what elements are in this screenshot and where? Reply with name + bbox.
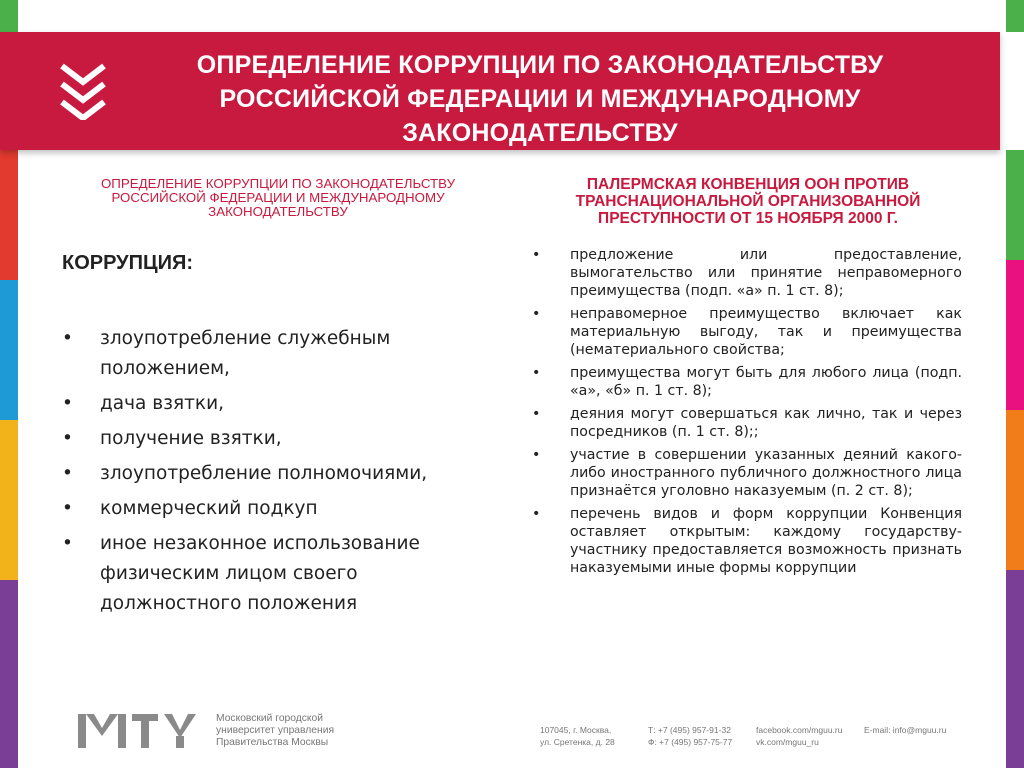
right-color-strip [1006, 260, 1024, 410]
bullet-icon: • [532, 406, 541, 422]
footer-email[interactable]: E-mail: info@mguu.ru [864, 725, 947, 735]
right-heading-line: ПАЛЕРМСКАЯ КОНВЕНЦИЯ ООН ПРОТИВ [586, 176, 910, 193]
list-item-text: дача взятки, [100, 393, 224, 414]
chevrons-down-icon [58, 60, 108, 120]
list-item-text: коммерческий подкуп [100, 498, 318, 519]
fax-line: Ф: +7 (495) 957-75-77 [648, 737, 733, 747]
bullet-icon: • [62, 533, 73, 554]
left-color-strip [0, 420, 18, 580]
right-color-strip [1006, 570, 1024, 768]
right-color-strip [1006, 0, 1024, 32]
footer-address [540, 724, 615, 748]
list-item [528, 246, 962, 300]
list-item-text: неправомерное преимущество включает как материальную выгоду, так и преимущества (нематериального свойства; [570, 306, 962, 358]
bullet-icon: • [532, 306, 541, 322]
left-column-heading [60, 177, 496, 219]
bullet-icon: • [62, 498, 73, 519]
list-item-text: иное незаконное использование физическим лицом своего должностного положения [100, 533, 420, 614]
bullet-icon: • [532, 247, 541, 263]
left-color-strip [0, 150, 18, 280]
list-item-text: злоупотребление служебным положением, [100, 328, 391, 379]
phone-line: Т: +7 (495) 957-91-32 [648, 725, 731, 735]
footer-social[interactable] [756, 724, 842, 748]
list-item-text: злоупотребление полномочиями, [100, 463, 428, 484]
right-color-strip [1006, 410, 1024, 570]
list-item [60, 494, 500, 524]
bullet-icon: • [532, 365, 541, 381]
list-item [60, 459, 500, 489]
footer-phones [648, 724, 732, 748]
university-name-line: университет управления [216, 725, 335, 736]
list-item-text: перечень видов и форм коррупции Конвенция оставляет открытым: каждому государству-участнику предоставляется возможность признать наказуемыми иные формы коррупции [570, 506, 962, 576]
bullet-icon: • [62, 328, 73, 349]
corruption-definition-list [60, 324, 500, 624]
list-item [60, 324, 500, 384]
right-column-heading [528, 176, 968, 227]
list-item [60, 424, 500, 454]
list-item [60, 529, 500, 619]
left-heading-line: ОПРЕДЕЛЕНИЕ КОРРУПЦИИ ПО ЗАКОНОДАТЕЛЬСТВУ [100, 176, 456, 191]
bullet-icon: • [532, 447, 541, 463]
palermo-convention-list [528, 246, 962, 582]
list-item [528, 446, 962, 500]
bullet-icon: • [62, 428, 73, 449]
university-logo-icon [78, 714, 208, 748]
address-line: 107045, г. Москва, [540, 725, 612, 735]
list-item-text: участие в совершении указанных деяний какого-либо иностранного публичного должностного лица признаётся уголовно наказуемым (п. 2 ст. 8); [570, 447, 962, 499]
address-line: ул. Сретенка, д. 28 [540, 737, 615, 747]
list-item [528, 505, 962, 577]
left-heading-line: ЗАКОНОДАТЕЛЬСТВУ [208, 204, 348, 219]
title-banner [0, 32, 1000, 150]
page-title-line: ОПРЕДЕЛЕНИЕ КОРРУПЦИИ ПО ЗАКОНОДАТЕЛЬСТВУ [196, 51, 884, 79]
right-color-strip [1006, 150, 1024, 260]
right-heading-line: ПРЕСТУПНОСТИ ОТ 15 НОЯБРЯ 2000 Г. [598, 210, 898, 227]
list-item [528, 405, 962, 441]
list-item-text: получение взятки, [100, 428, 282, 449]
vk-link[interactable]: vk.com/mguu_ru [756, 737, 819, 747]
bullet-icon: • [62, 393, 73, 414]
page-title-line: ЗАКОНОДАТЕЛЬСТВУ [402, 119, 678, 147]
right-heading-line: ТРАНСНАЦИОНАЛЬНОЙ ОРГАНИЗОВАННОЙ [575, 193, 921, 210]
facebook-link[interactable]: facebook.com/mguu.ru [756, 725, 843, 735]
list-item [60, 389, 500, 419]
left-color-strip [0, 580, 18, 768]
bullet-icon: • [62, 463, 73, 484]
list-item-text: деяния могут совершаться как лично, так и через посредников (п. 1 ст. 8);; [570, 406, 962, 440]
left-heading-line: РОССИЙСКОЙ ФЕДЕРАЦИИ И МЕЖДУНАРОДНОМУ [111, 190, 445, 205]
university-name-line: Правительства Москвы [216, 737, 329, 748]
list-item [528, 305, 962, 359]
corruption-label: КОРРУПЦИЯ: [62, 252, 194, 274]
university-name [216, 713, 334, 749]
university-name-line: Московский городской [216, 713, 324, 724]
left-color-strip [0, 0, 18, 32]
page-title [130, 48, 950, 150]
left-color-strip [0, 280, 18, 420]
list-item-text: предложение или предоставление, вымогательство или принятие неправомерного преимущества (подп. «а» п. 1 ст. 8); [570, 247, 962, 299]
page-title-line: РОССИЙСКОЙ ФЕДЕРАЦИИ И МЕЖДУНАРОДНОМУ [219, 85, 861, 113]
list-item [528, 364, 962, 400]
bullet-icon: • [532, 506, 541, 522]
list-item-text: преимущества могут быть для любого лица (подп. «а», «б» п. 1 ст. 8); [570, 365, 962, 399]
